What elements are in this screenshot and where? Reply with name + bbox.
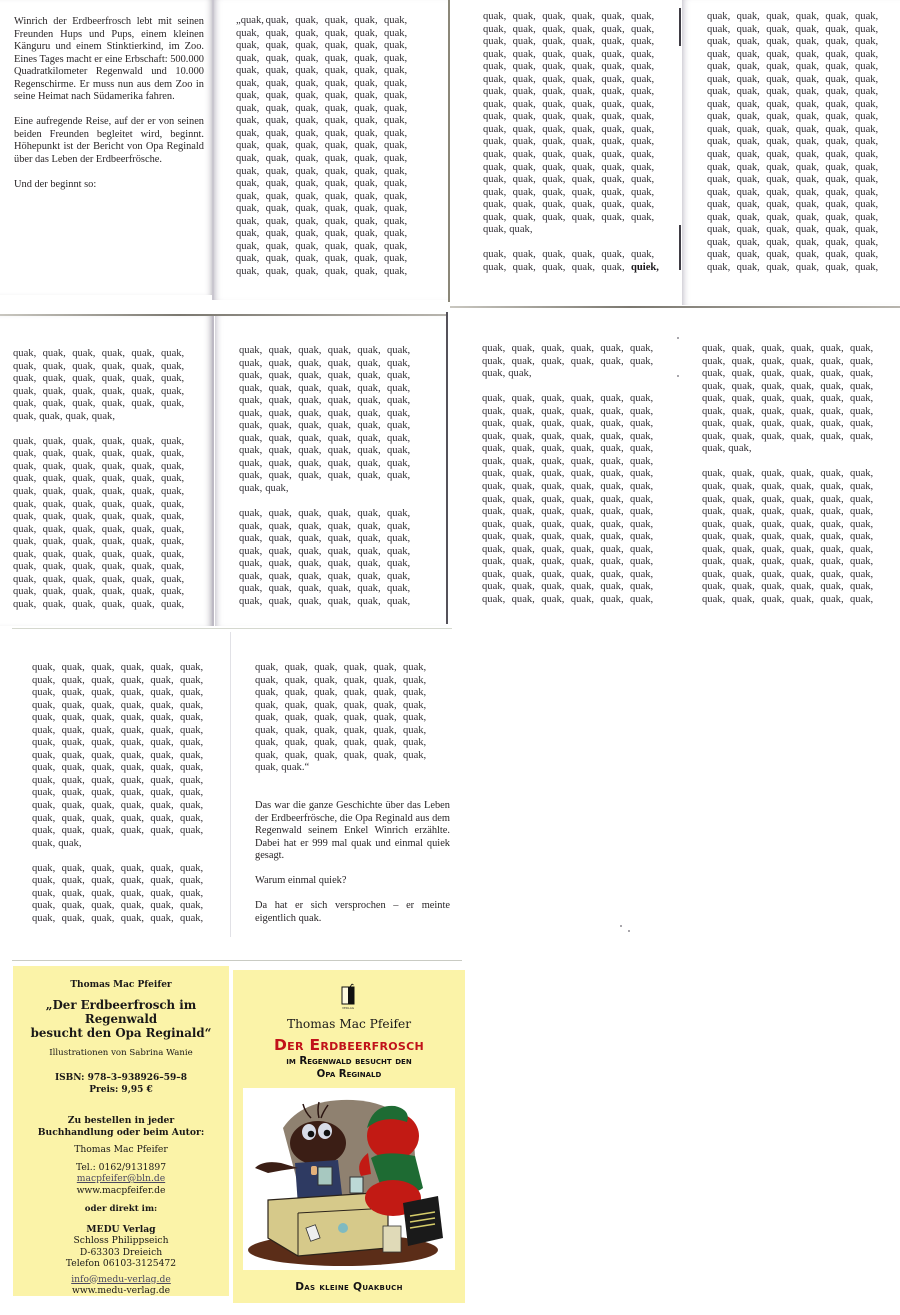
quak-line: quak, quak, quak, quak, quak, quak, xyxy=(13,360,185,372)
quak-line: quak, quak, quak, quak, quak, quak, xyxy=(32,662,204,673)
quak-line: quak, quak, quak, quak, quak, quak, xyxy=(482,581,654,593)
quak-line: quak, quak, quak, quak, quak, quak, xyxy=(702,380,874,392)
quak-line: quak, quak, quak, quak, quak, quak, xyxy=(707,211,879,223)
quak-line: quak, quak, quak, quak, quak, quak, xyxy=(482,556,654,568)
contact-phone: Tel.: 0162/9131897 xyxy=(75,1161,167,1173)
quak-line: quak, quak, quak, quak, quak, quak, xyxy=(707,123,879,135)
quak-line: quak, quak, quak, quak, quak, quak, xyxy=(702,430,874,442)
contact-website-link[interactable]: www.macpfeifer.de xyxy=(76,1184,166,1196)
quak-line: quak, quak, quak, quak, quak, quak, xyxy=(702,518,874,530)
quak-line: quak, quak, quak, quak, quak, quak, xyxy=(32,875,204,887)
quak-line: quak, quak, quak, quak, quak, quak, xyxy=(483,161,655,173)
quak-line: quak, quak, quak, quak, quak, quak, xyxy=(482,481,654,493)
quak-line: quak, quak, quak, quak, quak, quak, xyxy=(482,468,654,480)
quak-line: quak, quak, quak, quak, quak, quak, xyxy=(255,749,427,761)
publisher-phone: Telefon 06103-3125472 xyxy=(65,1258,177,1269)
quak-line: quak, quak, quak, quak, quak, quak, xyxy=(483,86,655,98)
publisher-website-link[interactable]: www.medu-verlag.de xyxy=(71,1285,171,1296)
quak-line: quak, quak, quak, quak, quak, quak, xyxy=(483,249,655,261)
quak-line: quak, quak, quak, quak, quak, quak, xyxy=(13,398,185,410)
quak-line: quak, quak, quak, quak, quak, quak, xyxy=(13,486,185,498)
quak-line: quak, quak, quak, quak, quak, quak, xyxy=(702,581,874,593)
intro-paragraph-1: Winrich der Erdbeerfrosch lebt mit seinen Freunden Hups und Pups, einem kleinen Känguru und einem Stinktierkind, im Zoo. Eines Tages macht er eine Erbschaft: 500.000 Quadratkilometer Regenwald und 10.000 Regenschirme. Er muss nun aus dem Zoo in seine Heimat nach Südamerika fahren. xyxy=(14,16,204,103)
publisher-address-1: Schloss Philippseich xyxy=(73,1235,169,1246)
quak-line: quak, quak, quak, quak, quak, quak, xyxy=(239,445,411,457)
quak-line: quak, quak, quak, quak, quak, quak, xyxy=(239,508,411,520)
back-cover-title xyxy=(13,998,229,1040)
quak-line: quak, quak, quak, quak, quak, quak, xyxy=(482,418,654,430)
spine-divider xyxy=(230,632,231,937)
quak-grid xyxy=(482,343,660,606)
page-3-quak xyxy=(452,0,678,305)
publisher-name: MEDU Verlag xyxy=(86,1223,156,1235)
quak-line: quak, quak, quak, quak, quak, quak, xyxy=(702,368,874,380)
quak-line: quak, quak, quak, quak, quak, quak, xyxy=(239,595,411,607)
quak-grid xyxy=(707,11,885,274)
quak-line: quak, quak, quak, quak, quak, quak, xyxy=(236,40,408,52)
quak-line: quak, quak, quak, quak, quak, quak, xyxy=(236,178,408,190)
quak-line: quak, quak, quak, quak, quak, quak, xyxy=(482,393,654,405)
quak-line: quak, quak, quak, quak, quak, quak, xyxy=(702,405,874,417)
quak-line: quak, quak, quak, quak, quak, quak, xyxy=(483,111,655,123)
isbn: ISBN: 978–3–938926–59–8 xyxy=(54,1073,188,1083)
quak-line: quak, quak, quak, quak, quak, quak, xyxy=(32,887,204,899)
quak-line: quak, quak, quak, quak, quak, quak, xyxy=(702,493,874,505)
ending-paragraph-3: Da hat er sich versprochen – er meinte eigentlich quak. xyxy=(255,900,450,924)
quak-line: quak, quak, quak, quak, quak, quak, xyxy=(707,186,879,198)
intro-paragraph-3: Und der beginnt so: xyxy=(14,179,97,191)
page-2-quak xyxy=(214,0,448,300)
quak-line: quak, quak, xyxy=(702,443,752,455)
quak-line: quak, quak, quak, quak, quak, quak, xyxy=(236,127,408,139)
quak-line: quak, quak, quak, quak, quak, quak, xyxy=(483,48,655,60)
quak-line: quak, quak, quak, quak, quak, quak, xyxy=(702,543,874,555)
quak-line: quak, quak, quak, quak, quak, quak, xyxy=(239,345,411,356)
quak-line: quak, quak, quak, quak, quak, quak, xyxy=(32,774,204,786)
quak-line: quak, quak, quak, quak, quak, quak, xyxy=(239,570,411,582)
quak-line: quak, quak, quak, quak, quak, quak, xyxy=(32,912,204,924)
quak-line: quak, quak, quak, quak, quak, quak, xyxy=(239,520,411,532)
quak-line: quak, quak, quak, quak, quak, quak, xyxy=(707,61,879,73)
publisher-email-link[interactable]: info@medu-verlag.de xyxy=(71,1273,171,1285)
quak-line: quak, quak, quak, quak, quak, quak, xyxy=(32,862,204,874)
quak-line: quak, quak, quak, quak, quak, quak, xyxy=(13,385,185,397)
quak-line: quak, quak, quak, quak, quak, quak, xyxy=(255,699,427,711)
quak-line: quak, quak, quak, quak, quak, quak, xyxy=(32,712,204,724)
quak-line: quak, quak, quak, quak, quak, quak, xyxy=(239,457,411,469)
quak-line: quak, quak, quak, quak, quak, quak, xyxy=(32,724,204,736)
spine-divider xyxy=(448,0,450,302)
quak-line: quak, quak, quak, quak, quak, quak, xyxy=(482,355,654,367)
quak-line: quak, quak, quak, quak, quak, quak, xyxy=(707,149,879,161)
quak-line: quak, quak, quak, quak, quak, quak, xyxy=(483,186,655,198)
quak-line: quak, quak, quak, quak, quak, quak, xyxy=(13,511,185,523)
quak-line: „quak, quak, quak, quak, quak, quak, xyxy=(236,15,408,26)
quak-line: quak, quak, quak, quak, quak, quak, xyxy=(702,506,874,518)
quak-line: quak, quak, quak, quak, quak, quak, xyxy=(255,724,427,736)
illustrator-credit: Illustrationen von Sabrina Wanie xyxy=(49,1048,193,1058)
subtitle-line-1: im Regenwald besucht den xyxy=(286,1056,412,1067)
quak-line: quak, quak, quak, quak, quak, quak, xyxy=(482,531,654,543)
quak-line: quak, quak, quak, quak, quak, quak, xyxy=(32,787,204,799)
publisher-address-2: D-63303 Dreieich xyxy=(79,1246,163,1258)
scan-speck xyxy=(620,925,622,927)
spine-divider xyxy=(212,316,214,626)
quak-line: quak, quak, quak, quak, quak, quak, xyxy=(239,357,411,369)
quak-line: quak, quak, quak, quak, quak, quak, xyxy=(483,73,655,85)
quak-line: quak, quak, quak, quak, quak, quak, xyxy=(482,455,654,467)
quak-line: quak, quak, xyxy=(482,368,532,380)
quak-line: quak, quak, quak, quak, quak, quak, xyxy=(482,518,654,530)
contact-name: Thomas Mac Pfeifer xyxy=(74,1144,168,1155)
quak-line: quak, quak, quak, quak, quak, quak, xyxy=(483,136,655,148)
quak-line: quak, quak, quak, quak, quak, quak, xyxy=(702,593,874,605)
quak-line: quak, quak, quak, quak, quak, quak, xyxy=(707,36,879,48)
or-direct-label: oder direkt im: xyxy=(84,1204,158,1214)
quak-line: quak, quak, quak, quak, quak, quak, xyxy=(32,674,204,686)
quak-line: quak, quak, quak, quak, quak, quak, xyxy=(13,598,185,610)
quak-line: quak, quak, quak, quak, quak, quak, xyxy=(255,674,427,686)
quak-line: quak, quak, quak, quak, quak, quak, xyxy=(483,211,655,223)
order-info xyxy=(13,1115,229,1139)
quak-grid xyxy=(255,662,433,775)
quak-line: quak, quak, quak, quak, quak, quak, xyxy=(707,11,879,22)
publisher-logo-icon xyxy=(341,983,355,1005)
quak-line: quak, quak, quak, quak, quak, quak, xyxy=(707,23,879,35)
logo-label: VERLAG xyxy=(341,1006,355,1010)
quak-line: quak, quak, quak, quak, quak, quak, xyxy=(255,712,427,724)
spine-divider xyxy=(679,8,681,46)
order-line-2: Buchhandlung oder beim Autor: xyxy=(37,1127,205,1138)
quak-line: quak, quak, quak, quak, quak, quak, xyxy=(13,435,185,447)
page-8-quak xyxy=(690,310,900,620)
quak-line: quak, quak, xyxy=(483,224,533,236)
quak-line: quak, quak, quak, quak, quak, quak, xyxy=(13,573,185,585)
quak-line: quak, quak, quak, quak, quak, quak, xyxy=(482,543,654,555)
quak-line: quak, quak, quak, quak, quak, quak, xyxy=(707,174,879,186)
quak-grid xyxy=(13,348,191,611)
price: Preis: 9,95 € xyxy=(89,1085,153,1095)
quak-line: quak, quak, quak, quak, quak, quak, xyxy=(32,900,204,912)
contact-email-link[interactable]: macpfeifer@bln.de xyxy=(76,1173,166,1184)
page-10-ending xyxy=(232,630,457,940)
quak-line: quak, quak, quak, quak, quak, quak, xyxy=(13,523,185,535)
quak-line: quak, quak, quak, quak, quak, quak, xyxy=(702,556,874,568)
quak-line: quak, quak, quak, quak, quak, quak, xyxy=(13,460,185,472)
quak-line: quak, quak, quak, quak, quak, quak, xyxy=(239,382,411,394)
quak-line: quak, quak, quak, quak, quak, quak, xyxy=(236,90,408,102)
quak-line: quak, quak, quak, quak, quak, quak, xyxy=(13,473,185,485)
quak-line: quak, quak, quak, quak, quak, quak, xyxy=(483,199,655,211)
quak-line: quak, quak, quak, quak, quak, quak, xyxy=(239,545,411,557)
page-7-quak xyxy=(452,310,678,620)
spine-divider xyxy=(679,225,681,270)
quak-grid xyxy=(239,345,417,608)
quak-line: quak, quak, quak, quak, quak, quak, xyxy=(702,468,874,480)
quak-line: quak, quak, quak, quak, quak, quak, xyxy=(239,395,411,407)
quak-line: quak, quak, quak, quak, quak, quak, xyxy=(255,737,427,749)
quak-line: quak, quak, quak, quak, quak, quak, xyxy=(482,405,654,417)
quak-line: quak, quak, quak, quak, quak, quak, xyxy=(13,548,185,560)
quak-line: quak, quak, quak, quak, quak, quak, xyxy=(32,825,204,837)
quak-line: quak, quak, quak, quak, quak, quak, xyxy=(236,27,408,39)
quak-line: quak, quak, quak, quak, quak, quak, xyxy=(702,481,874,493)
quak-line: quak, quak, quak, quak, quak, quak, xyxy=(236,228,408,240)
quak-line: quak, quak, quak, quak, quak, quak, xyxy=(707,236,879,248)
quak-line: quak, quak, quak, quak, quak, quak, xyxy=(707,224,879,236)
quak-line: quak, quak, quak, quak, quak, quak, xyxy=(483,123,655,135)
quak-line: quak, quak, quak, quak, quak, quak, xyxy=(13,448,185,460)
quak-line: quak, quak, quak, quak, quak, quak, xyxy=(13,561,185,573)
quak-line: quak, quak, quak, quak, quak, quak, xyxy=(702,393,874,405)
quak-line: quak, quak, quak, quak, quak, quak, xyxy=(32,762,204,774)
quak-line: quak, quak, quak, quak, quak, quak, xyxy=(13,586,185,598)
page-6-quak xyxy=(215,316,447,626)
quak-line: quak, quak, quak, quak, quak, quak, xyxy=(239,407,411,419)
quak-line: quak, quak, quak, quak, quak, quak, xyxy=(32,800,204,812)
quak-grid xyxy=(702,343,880,606)
quak-line: quak, quak, quak, quak, quak, quak, xyxy=(255,687,427,699)
ending-text xyxy=(255,800,450,938)
quak-line: quak, quak, quak, quak, xyxy=(13,410,115,422)
quak-line: quak, quak, quak, quak, quak, quak, xyxy=(239,470,411,482)
front-cover-author: Thomas Mac Pfeifer xyxy=(286,1017,412,1031)
quak-line: quak, quak, quak, quak, quak, quak, xyxy=(236,240,408,252)
quak-line: quak, quak, quak, quak, quak, quak, xyxy=(13,373,185,385)
quak-line: quak, quak, quak, quak, quak, quak, xyxy=(707,73,879,85)
quak-line: quak, quak, quak, quak, quak, quak, xyxy=(236,203,408,215)
quak-line: quak, quak, quak, quak, quak, quak, xyxy=(702,355,874,367)
quak-line: quak, quak, quak, quak, quak, quak, xyxy=(236,52,408,64)
quak-line: quak, quak, quak, quak, quak, quak, xyxy=(707,261,879,273)
quak-line: quak, quak, quak, quak, quak, quiek, xyxy=(483,261,659,273)
quak-line: quak, quak, quak, quak, quak, quak, xyxy=(482,343,654,354)
page-1-intro xyxy=(0,0,213,295)
quak-line: quak, quak, quak, quak, quak, quak, xyxy=(482,443,654,455)
page-edge xyxy=(450,306,900,308)
quak-line: quak, quak, quak, quak, quak, quak, xyxy=(707,48,879,60)
scan-speck xyxy=(677,337,679,339)
quak-line: quak, quak, quak, quak, quak, quak, xyxy=(707,136,879,148)
quak-line: quak, quak, quak, quak, quak, quak, xyxy=(236,265,408,277)
intro-paragraph-2: Eine aufregende Reise, auf der er von seinen beiden Freunden begleitet wird, beginnt. Höhepunkt ist der Bericht von Opa Reginald über das Leben der Erdbeerfrösche. xyxy=(14,116,204,166)
quak-line: quak, quak, quak, quak, quak, quak, xyxy=(707,249,879,261)
quak-line: quak, quak, xyxy=(32,837,82,849)
ending-paragraph-2: Warum einmal quiek? xyxy=(255,875,347,887)
scan-speck xyxy=(677,375,679,377)
quak-grid xyxy=(32,662,210,925)
quak-line: quak, quak, quak, quak, quak, quak, xyxy=(707,161,879,173)
spine-divider xyxy=(446,312,448,624)
subtitle-line-2: Opa Reginald xyxy=(316,1069,382,1080)
quak-line: quak, quak, quak, quak, quak, quak, xyxy=(707,111,879,123)
quak-line: quak, quak, quak, quak, quak, quak, xyxy=(482,506,654,518)
quak-line: quak, quak, quak, quak, quak, quak, xyxy=(239,370,411,382)
quak-line: quak, quak, quak, quak, quak, quak, xyxy=(483,174,655,186)
quak-line: quak, quak, quak, quak, quak, quak, xyxy=(236,253,408,265)
quak-line: quak, quak, quak, quak, quak, quak, xyxy=(32,749,204,761)
quak-line: quak, quak, quak, quak, quak, quak, xyxy=(13,348,185,359)
intro-text xyxy=(14,16,204,204)
quak-line: quak, quak, quak, quak, quak, quak, xyxy=(482,568,654,580)
quak-line: quak, quak, quak, quak, quak, quak, xyxy=(483,23,655,35)
scan-speck xyxy=(628,930,630,932)
quak-line: quak, quak, quak, quak, quak, quak, xyxy=(483,61,655,73)
front-cover-title: Der Erdbeerfrosch xyxy=(274,1036,424,1054)
page-5-quak xyxy=(0,316,212,626)
quak-line: quak, quak, quak, quak, quak, quak, xyxy=(236,115,408,127)
quak-line: quak, quak, xyxy=(239,483,289,495)
quak-line: quak, quak, quak, quak, quak, quak, xyxy=(32,699,204,711)
back-cover xyxy=(13,966,229,1296)
quak-line: quak, quak, quak, quak, quak, quak, xyxy=(13,536,185,548)
quak-line: quak, quak, quak, quak, quak, quak, xyxy=(482,593,654,605)
quak-line: quak, quak, quak, quak, quak, quak, xyxy=(239,533,411,545)
page-4-quak xyxy=(682,0,900,305)
quak-line: quak, quak, quak, quak, quak, quak, xyxy=(702,343,874,354)
quak-grid xyxy=(236,15,414,278)
page-edge xyxy=(12,628,452,629)
quak-line: quak, quak, quak, quak, quak, quak, xyxy=(236,153,408,165)
quak-line: quak, quak.“ xyxy=(255,762,310,774)
cover-illustration-frog-and-friend xyxy=(243,1088,455,1270)
quak-line: quak, quak, quak, quak, quak, quak, xyxy=(482,493,654,505)
quak-line: quak, quak, quak, quak, quak, quak, xyxy=(255,662,427,673)
ending-paragraph-1: Das war die ganze Geschichte über das Leben der Erdbeerfrösche, die Opa Reginald aus dem Regenwald seinem Enkel Winrich erzählte. Dabei hat er 999 mal quak und einmal quiek gesagt. xyxy=(255,800,450,862)
order-line-1: Zu bestellen in jeder xyxy=(67,1115,175,1126)
quak-line: quak, quak, quak, quak, quak, quak, xyxy=(236,102,408,114)
quak-grid xyxy=(483,11,661,274)
front-cover-subtitle xyxy=(233,1055,465,1081)
quak-line: quak, quak, quak, quak, quak, quak, xyxy=(236,77,408,89)
page-edge xyxy=(12,960,462,961)
quak-line: quak, quak, quak, quak, quak, quak, xyxy=(702,568,874,580)
quak-line: quak, quak, quak, quak, quak, quak, xyxy=(702,418,874,430)
quak-line: quak, quak, quak, quak, quak, quak, xyxy=(483,98,655,110)
quak-line: quak, quak, quak, quak, quak, quak, xyxy=(236,165,408,177)
quak-line: quak, quak, quak, quak, quak, quak, xyxy=(236,65,408,77)
page-9-quak xyxy=(12,630,230,940)
quak-line: quak, quak, quak, quak, quak, quak, xyxy=(239,583,411,595)
front-cover-bottom-title: Das kleine Quakbuch xyxy=(295,1281,403,1293)
quak-line: quak, quak, quak, quak, quak, quak, xyxy=(32,687,204,699)
quak-line: quak, quak, quak, quak, quak, quak, xyxy=(483,11,655,22)
quak-line: quak, quak, quak, quak, quak, quak, xyxy=(239,420,411,432)
quak-line: quak, quak, quak, quak, quak, quak, xyxy=(707,199,879,211)
quak-line: quak, quak, quak, quak, quak, quak, xyxy=(483,36,655,48)
quak-line: quak, quak, quak, quak, quak, quak, xyxy=(707,86,879,98)
quak-line: quak, quak, quak, quak, quak, quak, xyxy=(239,558,411,570)
quak-line: quak, quak, quak, quak, quak, quak, xyxy=(236,190,408,202)
quak-line: quak, quak, quak, quak, quak, quak, xyxy=(482,430,654,442)
quak-line: quak, quak, quak, quak, quak, quak, xyxy=(13,498,185,510)
quak-line: quak, quak, quak, quak, quak, quak, xyxy=(236,215,408,227)
title-line-1: „Der Erdbeerfrosch im Regenwald xyxy=(45,998,197,1026)
quak-line: quak, quak, quak, quak, quak, quak, xyxy=(32,737,204,749)
quak-line: quak, quak, quak, quak, quak, quak, xyxy=(483,149,655,161)
quak-line: quak, quak, quak, quak, quak, quak, xyxy=(702,531,874,543)
front-cover xyxy=(233,970,465,1303)
quak-line: quak, quak, quak, quak, quak, quak, xyxy=(236,140,408,152)
quak-line: quak, quak, quak, quak, quak, quak, xyxy=(32,812,204,824)
quak-line: quak, quak, quak, quak, quak, quak, xyxy=(707,98,879,110)
quak-line: quak, quak, quak, quak, quak, quak, xyxy=(239,432,411,444)
title-line-2: besucht den Opa Reginald“ xyxy=(30,1026,212,1040)
back-cover-author: Thomas Mac Pfeifer xyxy=(70,980,172,990)
